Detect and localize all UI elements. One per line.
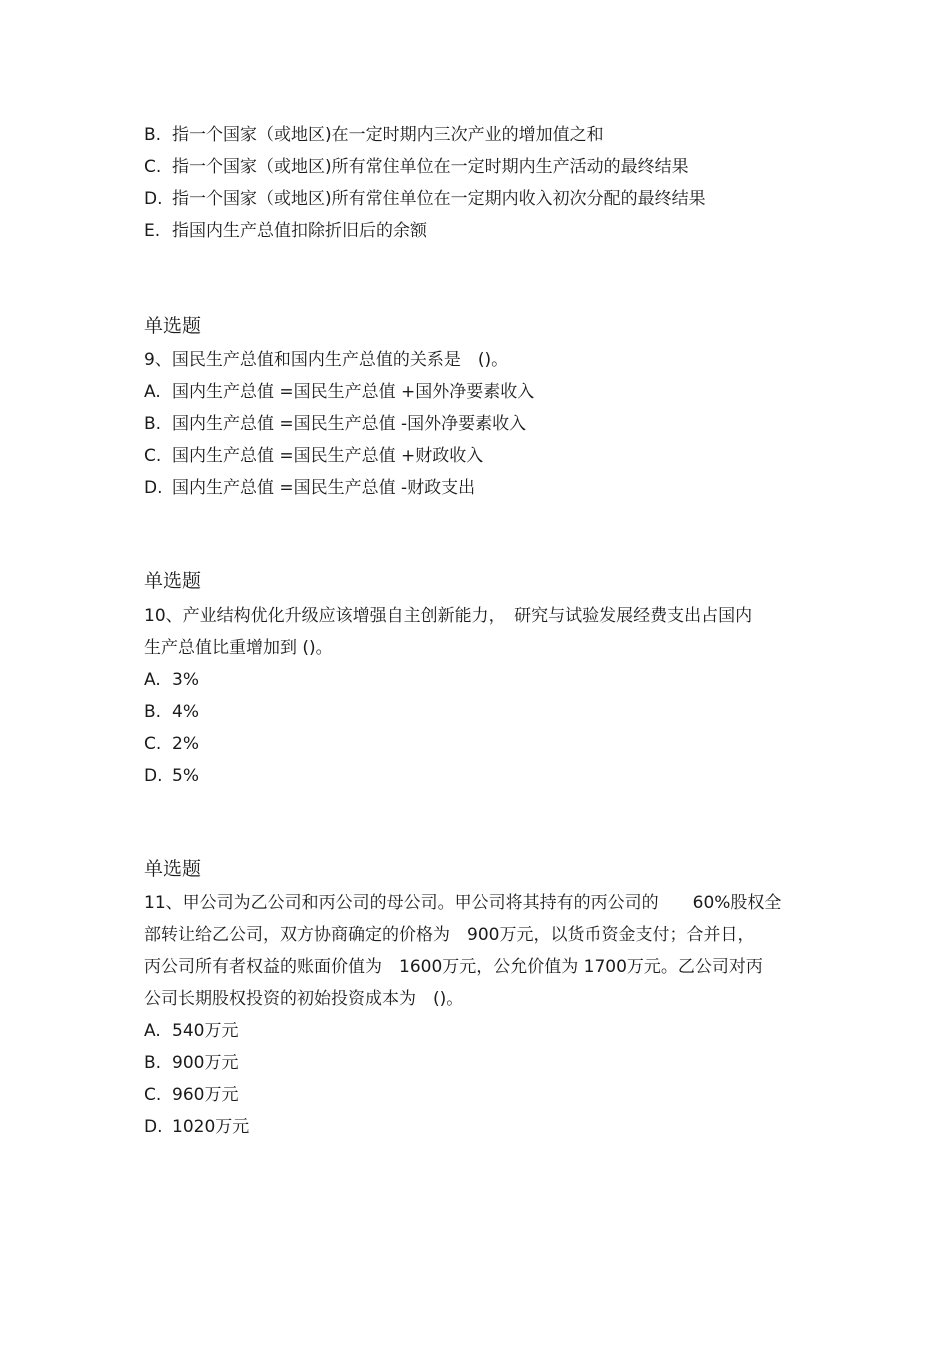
option-letter: A. [144,1021,161,1041]
option-text: 国内生产总值 =国民生产总值 +国外净要素收入 [172,382,535,402]
prev-option-c [144,156,689,178]
option-text: 960万元 [172,1085,239,1105]
question-type-heading: 单选题 [144,570,202,592]
option-text: 4% [172,702,199,722]
option-text: 指一个国家（或地区)所有常住单位在一定期内收入初次分配的最终结果 [172,189,706,209]
option-text: 指国内生产总值扣除折旧后的余额 [172,221,427,241]
option-text: 指一个国家（或地区)所有常住单位在一定时期内生产活动的最终结果 [172,157,689,177]
option-text: 国内生产总值 =国民生产总值 -国外净要素收入 [172,414,527,434]
option-letter: E. [144,221,161,241]
option-text: 1020万元 [172,1117,250,1137]
question-type-heading: 单选题 [144,315,202,337]
question-stem: 公司长期股权投资的初始投资成本为 ()。 [144,989,464,1009]
option-letter: D. [144,1117,163,1137]
option-b [144,1052,238,1074]
option-d [144,765,199,787]
option-letter: D. [144,766,163,786]
option-letter: D. [144,478,163,498]
prev-option-b [144,124,604,146]
option-d [144,1116,249,1138]
option-letter: B. [144,702,162,722]
option-text: 540万元 [172,1021,239,1041]
question-stem: 丙公司所有者权益的账面价值为 1600万元，公允价值为 1700万元。乙公司对丙 [144,957,763,977]
question-stem: 生产总值比重增加到 ()。 [144,638,333,658]
option-a [144,1020,238,1042]
option-c [144,733,199,755]
option-letter: B. [144,414,162,434]
option-text: 指一个国家（或地区)在一定时期内三次产业的增加值之和 [172,125,604,145]
option-text: 国内生产总值 =国民生产总值 +财政收入 [172,446,484,466]
option-letter: C. [144,1085,162,1105]
option-b [144,413,526,435]
question-stem: 9、国民生产总值和国内生产总值的关系是 ()。 [144,350,509,370]
option-letter: B. [144,1053,162,1073]
option-letter: D. [144,189,163,209]
option-text: 国内生产总值 =国民生产总值 -财政支出 [172,478,476,498]
option-a [144,381,534,403]
question-type-heading: 单选题 [144,858,202,880]
option-letter: C. [144,157,162,177]
question-stem: 10、产业结构优化升级应该增强自主创新能力， 研究与试验发展经费支出占国内 [144,606,753,626]
prev-option-e [144,220,427,242]
option-b [144,701,199,723]
option-text: 5% [172,766,199,786]
option-a [144,669,199,691]
option-letter: C. [144,446,162,466]
option-text: 2% [172,734,199,754]
option-letter: A. [144,382,161,402]
question-stem: 部转让给乙公司，双方协商确定的价格为 900万元，以货币资金支付；合并日， [144,925,755,945]
option-letter: A. [144,670,161,690]
option-d [144,477,475,499]
prev-option-d [144,188,706,210]
option-letter: B. [144,125,162,145]
option-c [144,1084,238,1106]
question-stem: 11、甲公司为乙公司和丙公司的母公司。甲公司将其持有的丙公司的 60%股权全 [144,893,782,913]
option-text: 3% [172,670,199,690]
option-c [144,445,483,467]
option-letter: C. [144,734,162,754]
option-text: 900万元 [172,1053,239,1073]
